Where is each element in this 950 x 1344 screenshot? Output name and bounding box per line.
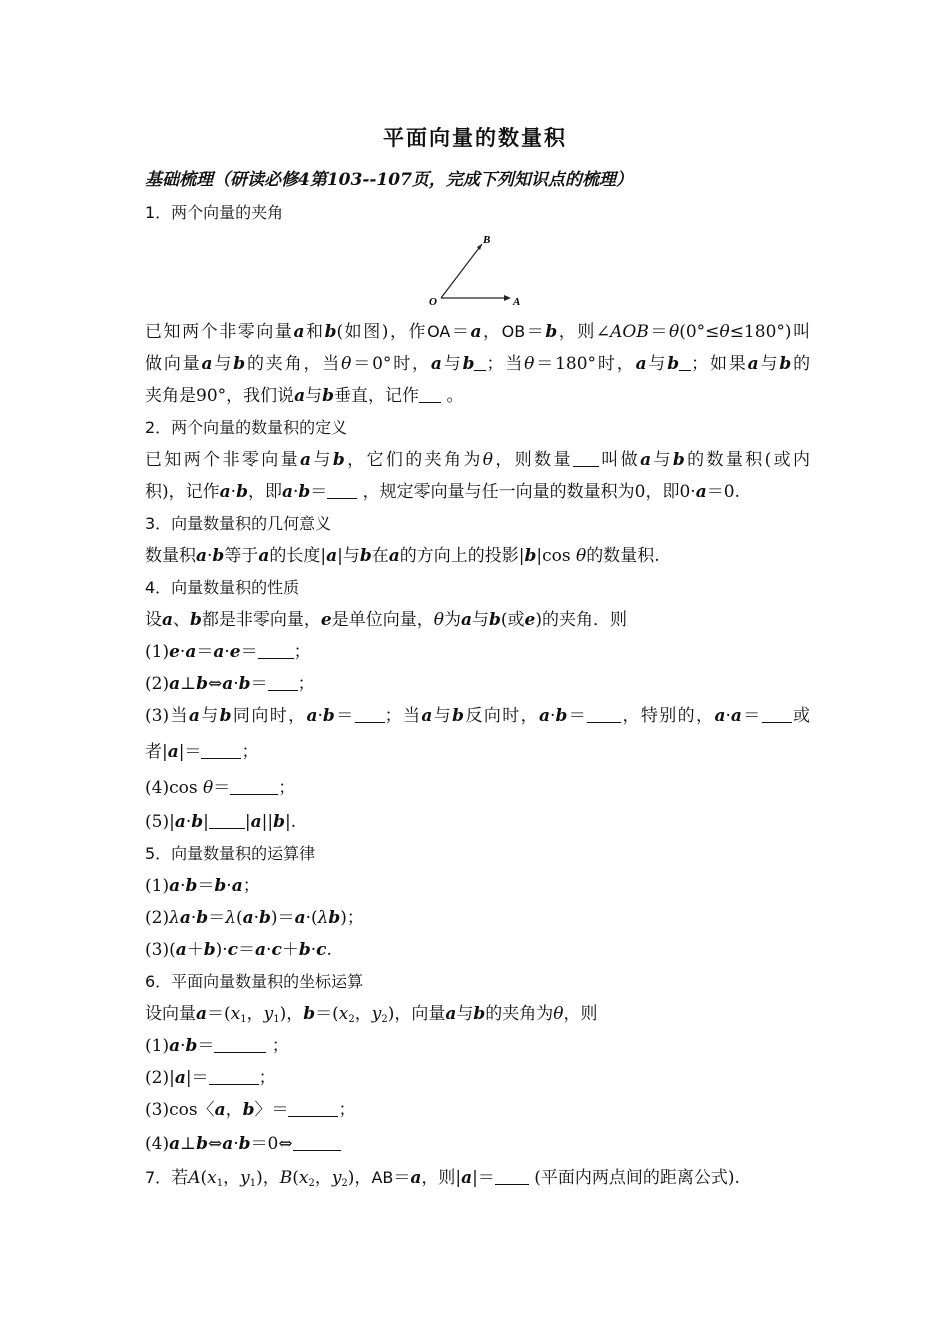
page-title: 平面向量的数量积 xyxy=(383,125,567,150)
vector-ob-line xyxy=(441,244,482,298)
section-2-line-2: 积)，记作a·b，即a·b＝ ，规定零向量与任一向量的数量积为0，即0·a＝0. xyxy=(145,482,740,502)
property-1: (1)e·a＝a·e＝ ； xyxy=(145,642,311,662)
label-b: B xyxy=(483,234,491,246)
property-4: (4)cos θ＝ ； xyxy=(145,778,296,798)
vector-oa-arrow xyxy=(504,295,511,301)
coord-1: (1)a·b＝ ； xyxy=(145,1036,289,1056)
coord-3: (3)cos〈a，b〉＝ ； xyxy=(145,1100,356,1120)
section-7-label: 7． xyxy=(145,1168,172,1187)
subtitle: 基础梳理（研读必修4第103--107页，完成下列知识点的梳理） xyxy=(145,170,633,190)
coord-2: (2)|a|＝ ； xyxy=(145,1068,276,1088)
section-1-heading: 1．两个向量的夹角 xyxy=(145,203,284,222)
law-2: (2)λa·b＝λ(a·b)＝a·(λb)； xyxy=(145,908,364,928)
section-6-heading: 6．平面向量数量积的坐标运算 xyxy=(145,972,364,991)
section-4-heading: 4．向量数量积的性质 xyxy=(145,578,300,597)
label-a: A xyxy=(513,296,521,308)
property-3-line-2: 者|a|＝ ； xyxy=(145,742,259,762)
angle-figure xyxy=(425,232,535,312)
section-1-line-3: 夹角是90°，我们说a与b垂直，记作 。 xyxy=(145,386,464,406)
section-6-intro: 设向量$a=(x_1$，$y_1$)，$b=(x_2$，$y_2$)，向量a与b的夹角为θ，则 xyxy=(145,1004,598,1025)
section-7-line: 7．若$A(x_1$，$y_1$)，$B(x_2$，$y_2$)，AB＝a，则|a|＝ (平面内两点间的距离公式). xyxy=(145,1168,740,1189)
section-3-heading: 3．向量数量积的几何意义 xyxy=(145,514,332,533)
section-1-line-2: 做向量a与b的夹角，当θ＝0°时，a与b ；当θ＝180°时，a与b ；如果a与b的 xyxy=(145,354,811,374)
law-1: (1)a·b＝b·a； xyxy=(145,876,260,896)
section-2-heading: 2．两个向量的数量积的定义 xyxy=(145,418,348,437)
section-1-line-1: 已知两个非零向量a和b(如图)，作OA＝a，OB＝b，则∠AOB＝θ(0°≤θ≤180°)叫 xyxy=(145,322,811,342)
property-3-line-1: (3)当a与b同向时，a·b＝ ；当a与b反向时，a·b＝ ，特别的，a·a＝ 或 xyxy=(145,706,811,726)
section-5-heading: 5．向量数量积的运算律 xyxy=(145,844,316,863)
section-4-intro: 设a、b都是非零向量，e是单位向量，θ为a与b(或e)的夹角．则 xyxy=(145,610,627,630)
section-3-line-1: 数量积a·b等于a的长度|a|与b在a的方向上的投影|b|cos θ的数量积. xyxy=(145,546,660,566)
label-o: O xyxy=(429,296,437,308)
property-5: (5)|a·b| |a||b|. xyxy=(145,812,297,832)
section-2-line-1: 已知两个非零向量a与b，它们的夹角为θ，则数量 叫做a与b的数量积(或内 xyxy=(145,450,811,470)
coord-4: (4)a⊥b⇔a·b＝0⇔ xyxy=(145,1132,810,1156)
law-3: (3)(a＋b)·c＝a·c＋b·c. xyxy=(145,940,332,960)
property-2: (2)a⊥b⇔a·b＝ ； xyxy=(145,674,315,694)
